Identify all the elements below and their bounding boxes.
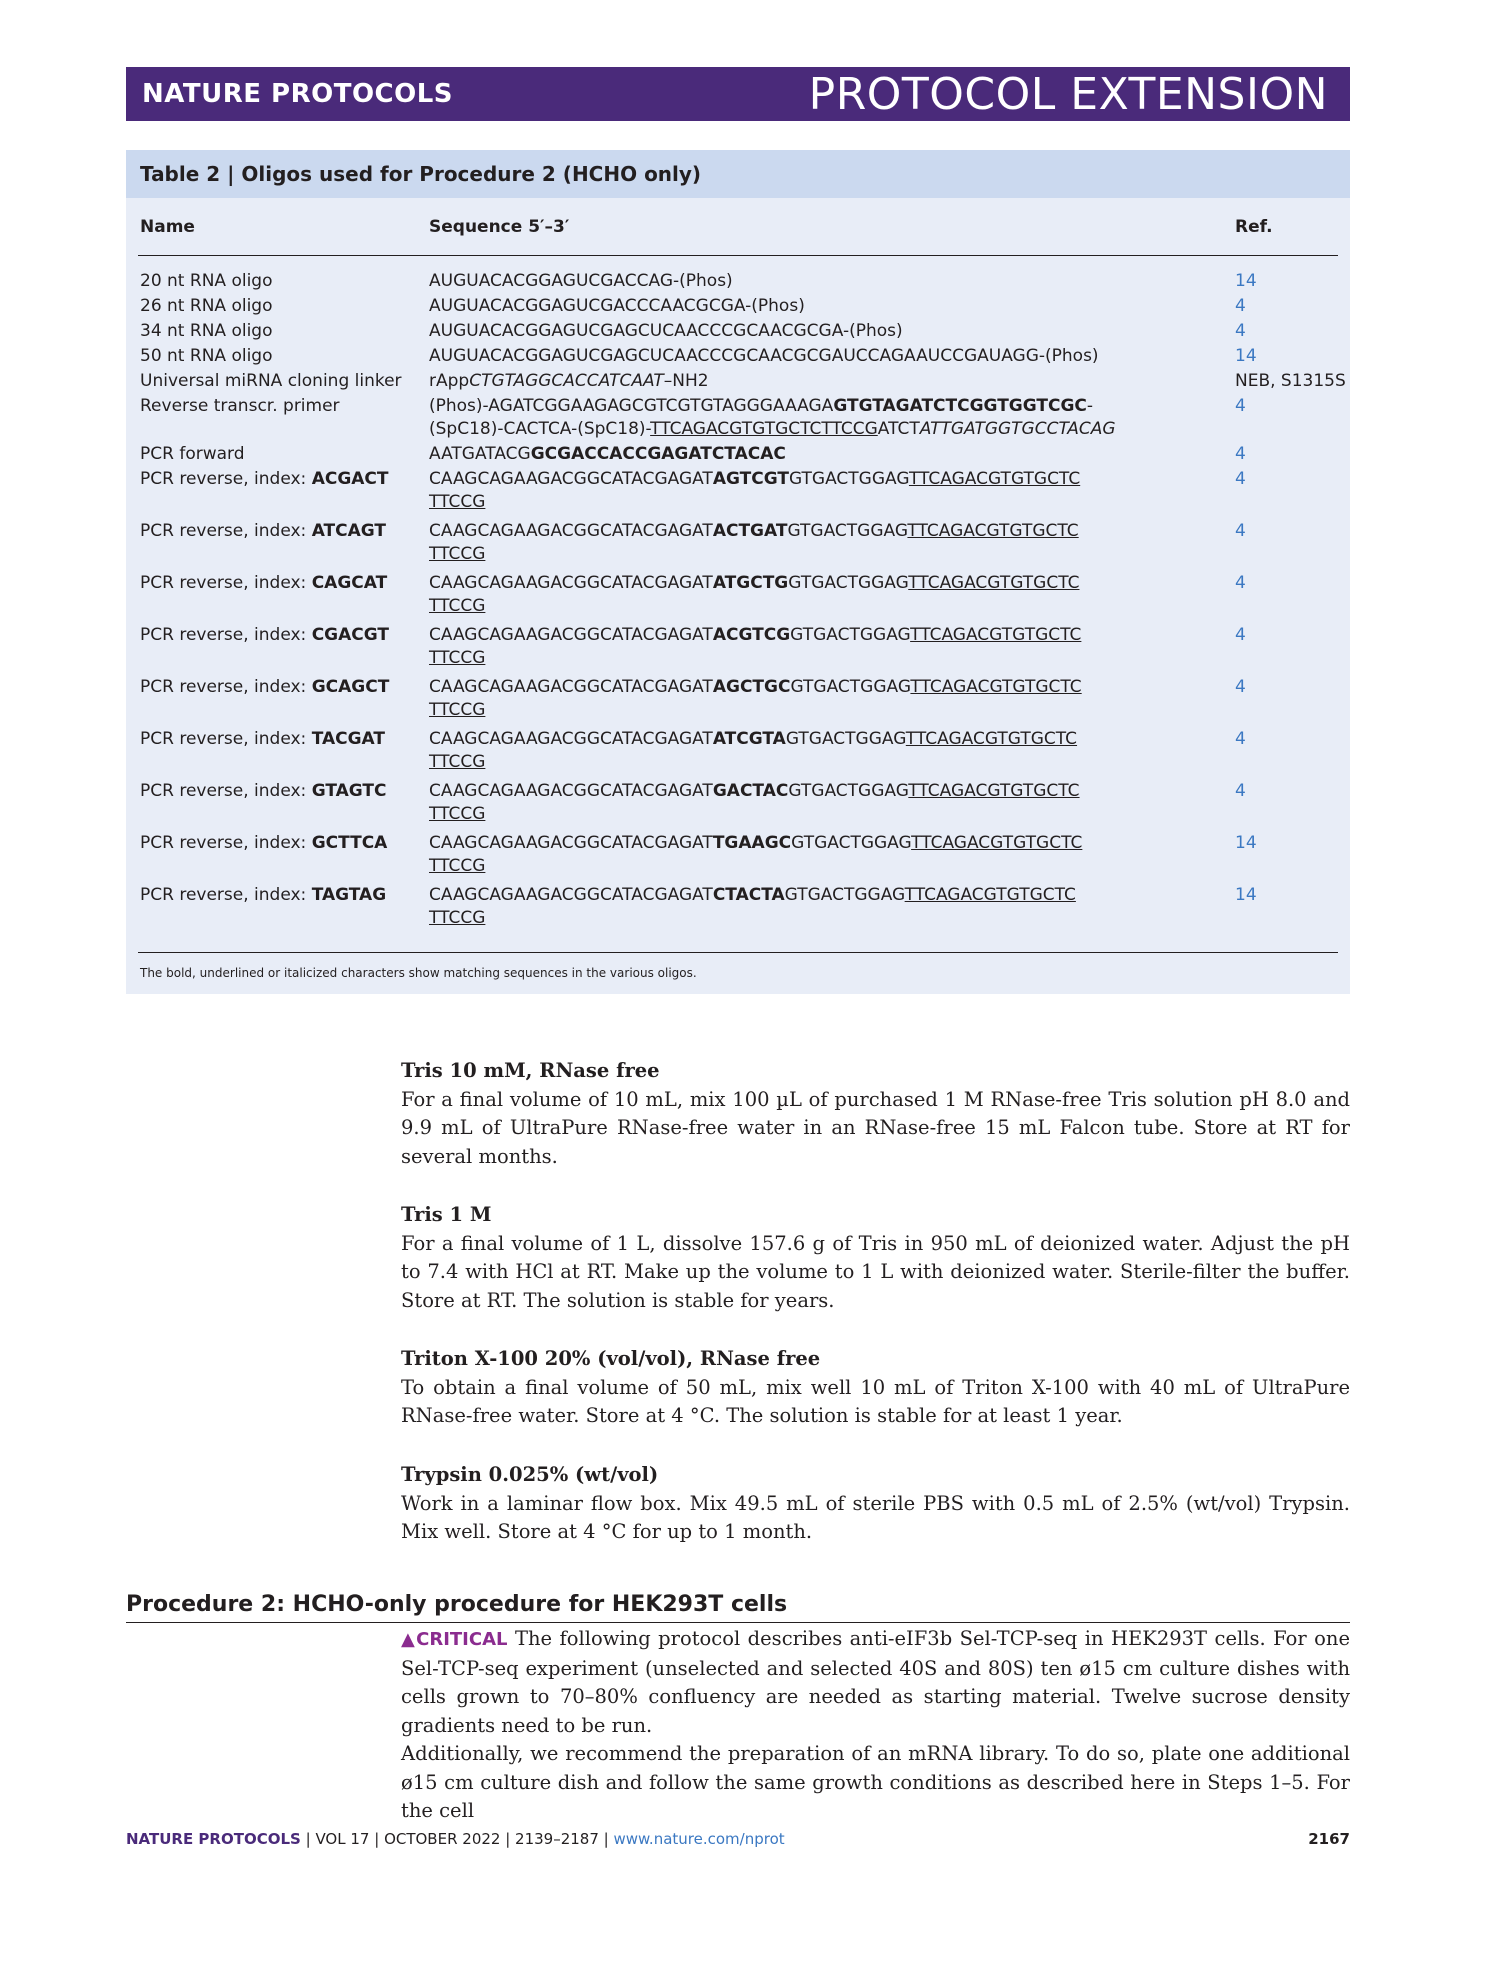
oligo-sequence: AUGUACACGGAGUCGAGCUCAACCCGCAACGCGAUCCAGAAUCCGAUAGG-(Phos) [429,346,1099,366]
oligo-sequence: CAAGCAGAAGACGGCATACGAGATAGTCGTGTGACTGGAGTTCAGACGTGTGCTC TTCCG [429,469,1081,512]
oligo-sequence: AUGUACACGGAGUCGACCCAACGCGA-(Phos) [429,296,805,316]
reference-link[interactable]: 4 [1235,396,1246,416]
reagent-title: Triton X-100 20% (vol/vol), RNase free [401,1347,821,1370]
header-rule [138,255,1338,256]
oligo-sequence: AUGUACACGGAGUCGACCAG-(Phos) [429,271,733,291]
table-row [126,270,1350,295]
reference-text: NEB, S1315S [1235,371,1346,391]
column-header-ref: Ref. [1235,217,1273,237]
reagent-trypsin [401,1461,1350,1547]
footer-pages: 2139–2187 [515,1830,599,1848]
oligo-sequence: CAAGCAGAAGACGGCATACGAGATAGCTGCGTGACTGGAGTTCAGACGTGTGCTC TTCCG [429,677,1082,720]
footer-date: OCTOBER 2022 [384,1830,501,1848]
journal-name: NATURE PROTOCOLS [142,79,454,109]
oligo-name: PCR reverse, index: CGACGT [140,625,390,645]
journal-header-bar [126,67,1350,121]
reference-link[interactable]: 4 [1235,573,1246,593]
oligo-name: PCR reverse, index: TAGTAG [140,885,387,905]
reference-link[interactable]: 14 [1235,885,1257,905]
table-row [126,676,1350,724]
oligo-name: PCR reverse, index: GCTTCA [140,833,388,853]
index-sequence: GTAGTC [311,781,387,801]
oligo-name: PCR reverse, index: GTAGTC [140,781,387,801]
oligo-sequence: CAAGCAGAAGACGGCATACGAGATATGCTGGTGACTGGAGTTCAGACGTGTGCTC TTCCG [429,573,1080,616]
reference-link[interactable]: 4 [1235,444,1246,464]
table-row [126,520,1350,568]
index-sequence: CAGCAT [311,573,388,593]
additional-text: Additionally, we recommend the preparation of an mRNA library. To do so, plate one additional ø15 cm culture dish and follow the same growth conditions as described here in Steps 1–5. For the cell [401,1742,1350,1822]
oligo-sequence: AUGUACACGGAGUCGAGCUCAACCCGCAACGCGA-(Phos) [429,321,903,341]
table-row [126,572,1350,620]
reagent-title: Trypsin 0.025% (wt/vol) [401,1463,659,1486]
oligo-table [126,150,1350,994]
reference-link[interactable]: 4 [1235,296,1246,316]
reference-link[interactable]: 4 [1235,469,1246,489]
reference-link[interactable]: 4 [1235,521,1246,541]
table-header [126,198,1350,255]
index-sequence: GCTTCA [311,833,388,853]
column-header-name: Name [140,217,195,237]
index-sequence: ACGACT [311,469,389,489]
oligo-sequence: CAAGCAGAAGACGGCATACGAGATCTACTAGTGACTGGAGTTCAGACGTGTGCTC TTCCG [429,885,1076,928]
table-row [126,624,1350,672]
table-body [126,270,1350,936]
table-row [126,295,1350,320]
article-type: PROTOCOL EXTENSION [808,69,1328,120]
reagent-text: For a final volume of 1 L, dissolve 157.6 g of Tris in 950 mL of deionized water. Adjust the pH to 7.4 with HCl at RT. Make up the volume to 1 L with deionized water. Sterile-filter the buffer. Store at RT. The solution is stable for years. [401,1231,1350,1312]
oligo-name: PCR reverse, index: GCAGCT [140,677,390,697]
reagent-text: For a final volume of 10 mL, mix 100 µL of purchased 1 M RNase-free Tris solution pH 8.0 and 9.9 mL of UltraPure RNase-free water in an RNase-free 15 mL Falcon tube. Store at RT for several months. [401,1087,1350,1168]
index-sequence: CGACGT [311,625,390,645]
oligo-name: 26 nt RNA oligo [140,296,273,316]
oligo-sequence: CAAGCAGAAGACGGCATACGAGATACTGATGTGACTGGAGTTCAGACGTGTGCTC TTCCG [429,521,1079,564]
page-number: 2167 [1308,1830,1350,1848]
table-row [126,780,1350,828]
oligo-sequence: (Phos)-AGATCGGAAGAGCGTCGTGTAGGGAAAGAGTGTAGATCTCGGTGGTCGC- (SpC18)-CACTCA-(SpC18)-TTCAGACGTGTGCTCTTCCGATCTATTGATGGTGCCTACAG [429,396,1116,439]
reagent-triton [401,1345,1350,1431]
index-sequence: ATCAGT [311,521,387,541]
critical-label: ▲CRITICAL [401,1629,508,1650]
oligo-name: PCR reverse, index: CAGCAT [140,573,388,593]
oligo-name: 20 nt RNA oligo [140,271,273,291]
oligo-sequence: CAAGCAGAAGACGGCATACGAGATATCGTAGTGACTGGAGTTCAGACGTGTGCTC TTCCG [429,729,1078,772]
oligo-sequence: AATGATACGGCGACCACCGAGATCTACAC [429,444,786,464]
table-row [126,395,1350,443]
oligo-sequence: rAppCTGTAGGCACCATCAAT–NH2 [429,371,709,391]
reagent-text: To obtain a final volume of 50 mL, mix well 10 mL of Triton X-100 with 40 mL of UltraPure RNase-free water. Store at 4 °C. The solution is stable for at least 1 year. [401,1375,1350,1427]
column-header-sequence: Sequence 5′–3′ [429,217,570,237]
table-row [126,832,1350,880]
oligo-sequence: CAAGCAGAAGACGGCATACGAGATACGTCGGTGACTGGAGTTCAGACGTGTGCTC TTCCG [429,625,1082,668]
reagent-tris-10mm [401,1057,1350,1171]
reference-link[interactable]: 4 [1235,625,1246,645]
oligo-name: 50 nt RNA oligo [140,346,273,366]
oligo-name: 34 nt RNA oligo [140,321,273,341]
table-row [126,884,1350,932]
reference-link[interactable]: 4 [1235,781,1246,801]
reagent-title: Tris 1 M [401,1203,492,1226]
reference-link[interactable]: 14 [1235,271,1257,291]
index-sequence: GCAGCT [311,677,390,697]
table-row [126,468,1350,516]
reagent-title: Tris 10 mM, RNase free [401,1059,660,1082]
table-row [126,345,1350,370]
table-row [126,320,1350,345]
oligo-name: PCR reverse, index: ACGACT [140,469,389,489]
page-footer: NATURE PROTOCOLS | VOL 17 | OCTOBER 2022 | 2139–2187 | www.nature.com/nprot 2167 [126,1830,1350,1848]
reference-link[interactable]: 4 [1235,729,1246,749]
footer-url[interactable]: www.nature.com/nprot [613,1830,785,1848]
table-row [126,443,1350,468]
table-title: Table 2 | Oligos used for Procedure 2 (HCHO only) [126,150,1350,198]
reference-link[interactable]: 14 [1235,833,1257,853]
oligo-name: Reverse transcr. primer [140,396,340,416]
footer-volume: VOL 17 [315,1830,370,1848]
oligo-name: PCR reverse, index: ATCAGT [140,521,387,541]
reference-link[interactable]: 4 [1235,321,1246,341]
oligo-name: PCR reverse, index: TACGAT [140,729,385,749]
reagent-text: Work in a laminar flow box. Mix 49.5 mL of sterile PBS with 0.5 mL of 2.5% (wt/vol) Trypsin. Mix well. Store at 4 °C for up to 1 month. [401,1491,1350,1543]
footer-rule [138,952,1338,953]
reference-link[interactable]: 14 [1235,346,1257,366]
pcr-reverse-rows [126,468,1350,932]
table-footnote: The bold, underlined or italicized characters show matching sequences in the various oligos. [140,966,697,980]
critical-note [401,1625,1350,1826]
oligo-name: PCR forward [140,444,245,464]
index-sequence: TACGAT [311,729,385,749]
critical-text: The following protocol describes anti-eIF3b Sel-TCP-seq in HEK293T cells. For one Sel-TCP-seq experiment (unselected and selected 40S and 80S) ten ø15 cm culture dishes with cells grown to 70–80% confluency are needed as starting material. Twelve sucrose density gradients need to be run. [401,1627,1350,1737]
table-row [126,370,1350,395]
footer-journal: NATURE PROTOCOLS [126,1830,301,1848]
oligo-name: Universal miRNA cloning linker [140,371,402,391]
reagent-tris-1m [401,1201,1350,1315]
table-row [126,728,1350,776]
reference-link[interactable]: 4 [1235,677,1246,697]
section-heading: Procedure 2: HCHO-only procedure for HEK293T cells [126,1588,1350,1623]
index-sequence: TAGTAG [311,885,387,905]
oligo-sequence: CAAGCAGAAGACGGCATACGAGATTGAAGCGTGACTGGAGTTCAGACGTGTGCTC TTCCG [429,833,1083,876]
oligo-sequence: CAAGCAGAAGACGGCATACGAGATGACTACGTGACTGGAGTTCAGACGTGTGCTC TTCCG [429,781,1080,824]
